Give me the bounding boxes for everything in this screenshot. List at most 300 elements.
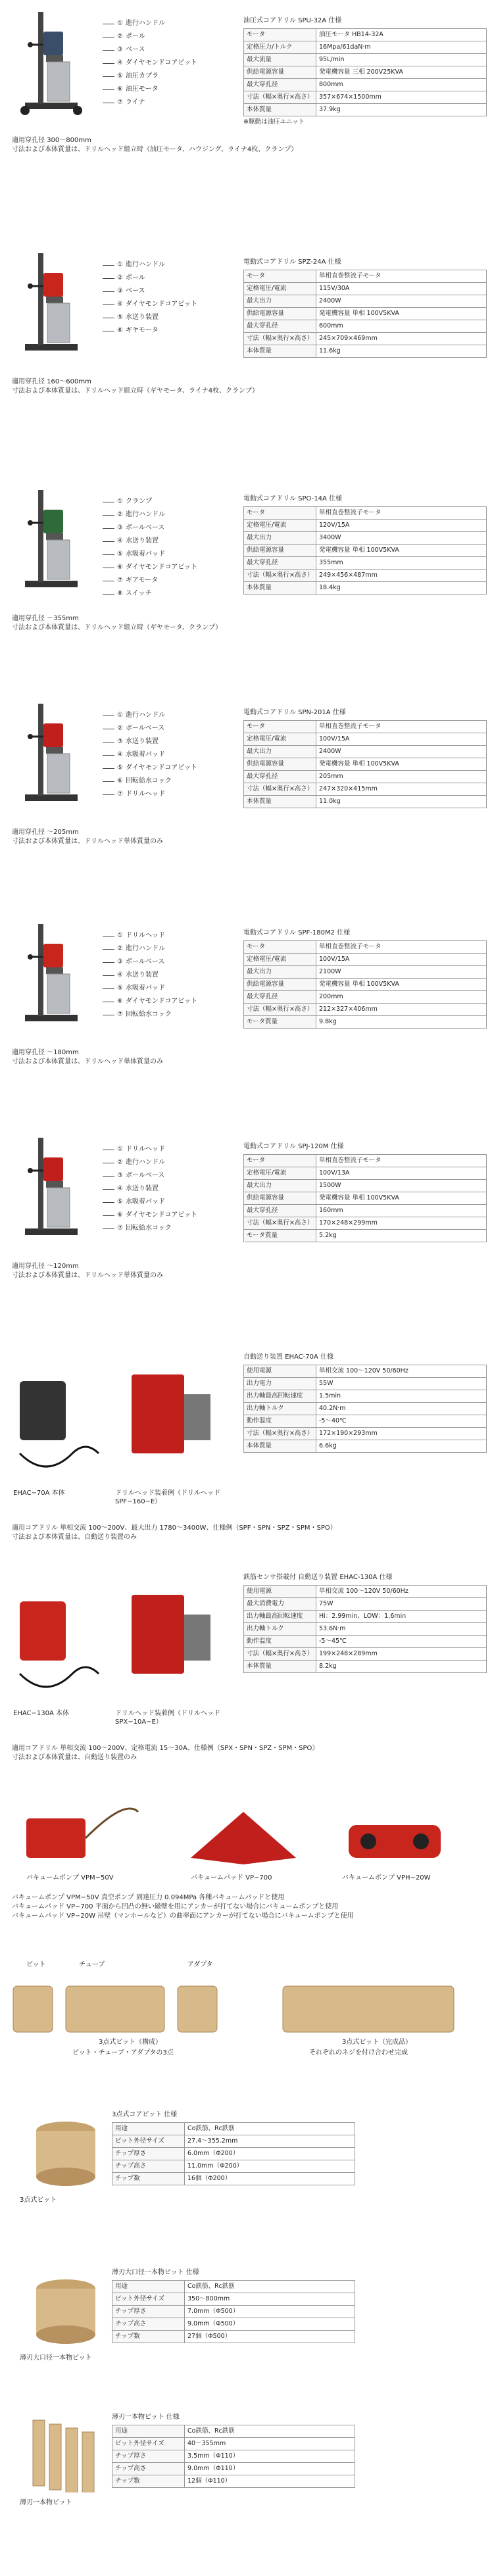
bit-name: 薄刃一本物ビット (20, 2499, 72, 2506)
spec-row (112, 2135, 355, 2148)
base-shape (25, 794, 78, 801)
spec-value: 53.6N·m (316, 1623, 487, 1636)
spec-row (244, 1390, 487, 1403)
callout-label: 回転給水コック (125, 1224, 172, 1232)
spec-value: 200mm (316, 991, 487, 1004)
spec-table (243, 270, 487, 358)
auto-feed-section (0, 1348, 492, 1559)
motor-shape (43, 32, 63, 55)
spec-row (244, 1661, 487, 1673)
spec-value: 160mm (316, 1205, 487, 1217)
callout-number: ⑦ (117, 790, 123, 798)
callout-number: ④ (117, 300, 123, 308)
callout-number: ⑥ (117, 85, 123, 93)
note-line: 寸法および本体質量は、自動送り装置のみ (12, 1534, 137, 1541)
spec-key: 最大出力 (244, 966, 316, 979)
spec-row (244, 1205, 487, 1217)
pole-shape (38, 704, 43, 796)
spec-row (244, 320, 487, 333)
product-image (5, 483, 104, 697)
spec-value: 1500W (316, 1180, 487, 1192)
spec-key: 最大流量 (244, 54, 316, 66)
spec-row (244, 1378, 487, 1390)
callout-label: 進行ハンドル (125, 944, 165, 952)
spec-row (244, 796, 487, 808)
spec-value: 245×709×469mm (316, 333, 487, 345)
spec-row (244, 104, 487, 116)
notes (12, 1524, 337, 1543)
callout-label: 進行ハンドル (125, 1158, 165, 1166)
spec-block (243, 258, 487, 358)
bit-spec-section (0, 2262, 492, 2407)
bit-label: 3点式ビット（構成） (99, 2039, 162, 2046)
spec-key: 用途 (112, 2281, 185, 2293)
callout-number: ④ (117, 1184, 123, 1192)
spec-key: 本体質量 (244, 1661, 316, 1673)
spec-value: 120V/15A (316, 520, 487, 532)
spec-value: 27.4〜355.2mm (185, 2135, 355, 2148)
notes (12, 615, 222, 633)
spec-row (112, 2331, 355, 2343)
callout-number: ① (117, 1145, 123, 1153)
spec-value: 発電機容量 単相 100V5KVA (316, 979, 487, 991)
notes (12, 1894, 354, 1922)
spec-block (243, 495, 487, 595)
spec-value: 1.5min (316, 1390, 487, 1403)
notes (12, 1263, 163, 1281)
spec-row (244, 1403, 487, 1415)
spec-title: 自動送り装置 EHAC-70A 仕様 (243, 1353, 334, 1361)
spec-key: チップ高さ (112, 2463, 185, 2475)
note-line: バキュームポンプ VPM−50V 真空ポンプ 到達圧力 0.094MPa 各種バキュームパッドと使用 (12, 1894, 285, 1901)
spec-value: 単相直巻整流子モータ (316, 941, 487, 954)
spec-value: 75W (316, 1598, 487, 1611)
spec-key: 最大穿孔径 (244, 557, 316, 570)
callout-label: スイッチ (125, 589, 152, 597)
note-line: 寸法および本体質量は、ドリルヘッド単体質量のみ (12, 838, 163, 845)
spec-value: 発電機容量 三相 200V25KVA (316, 66, 487, 79)
spec-value: 9.0mm（Φ500） (185, 2318, 355, 2331)
callout-number: ⑦ (117, 1010, 123, 1018)
spec-row (112, 2450, 355, 2463)
auto-feed-section (0, 1568, 492, 1779)
spec-key: 供給電源容量 (244, 308, 316, 320)
spec-row (244, 557, 487, 570)
drill-section (0, 5, 492, 247)
vacuum-image (178, 1799, 309, 1871)
spec-key: 最大出力 (244, 295, 316, 308)
spec-value: 170×248×299mm (316, 1217, 487, 1230)
spec-key: チップ厚さ (112, 2306, 185, 2318)
bit-assembly-section (0, 1947, 492, 2078)
callout-label: ベース (125, 45, 145, 53)
spec-row (244, 333, 487, 345)
spec-row (112, 2475, 355, 2488)
bit-image (26, 2269, 105, 2348)
callout-number: ⑦ (117, 98, 123, 106)
spec-key: 最大出力 (244, 1180, 316, 1192)
callout-label: ポール (125, 274, 145, 281)
spec-row (244, 79, 487, 91)
drill-section (0, 483, 492, 697)
callout-number: ④ (117, 750, 123, 758)
product-image (5, 697, 104, 917)
spec-row (244, 746, 487, 758)
spec-value: 95L/min (316, 54, 487, 66)
bit-label: アダプタ (187, 1961, 213, 1968)
mount-label: ドリルヘッド装着例（ドリルヘッド SPF−160−E） (115, 1490, 220, 1505)
spec-value: 3400W (316, 532, 487, 545)
vacuum-image (13, 1799, 145, 1871)
callout-label: 水送り装置 (125, 537, 159, 545)
pole-shape (38, 1138, 43, 1230)
spec-key: チップ数 (112, 2173, 185, 2185)
bit-shape (47, 1188, 70, 1227)
spec-key: 定格電圧/電流 (244, 733, 316, 746)
spec-row (244, 54, 487, 66)
auto-feed-image (7, 1575, 230, 1707)
spec-value: 単相直巻整流子モータ (316, 507, 487, 520)
spec-value: Co鉄筋、Rc鉄筋 (185, 2281, 355, 2293)
spec-title: 鉄筋センサ搭載付 自動送り装置 EHAC-130A 仕様 (243, 1574, 393, 1581)
vacuum-label: バキュームポンプ VPM−50V (26, 1874, 114, 1882)
callout-label: ダイヤモンドコアビット (125, 764, 197, 771)
spec-row (244, 570, 487, 582)
callout-label: 水吸着パッド (125, 1198, 165, 1205)
callout-number: ⑥ (117, 997, 123, 1005)
spec-key: 寸法（幅×奥行×高さ） (244, 1428, 316, 1440)
motor-shape (43, 273, 63, 297)
note-line: 適用穿孔径 〜180mm (12, 1049, 79, 1056)
spec-key: 定格圧力/トルク (244, 41, 316, 54)
spec-key: 使用電源 (244, 1586, 316, 1598)
spec-row (112, 2318, 355, 2331)
spec-value: 8.2kg (316, 1661, 487, 1673)
notes (12, 1745, 318, 1763)
callout-number: ⑥ (117, 563, 123, 571)
spec-value: Co鉄筋、Rc鉄筋 (185, 2123, 355, 2135)
spec-row (112, 2123, 355, 2135)
callout-number: ② (117, 944, 123, 952)
spec-key: 供給電源容量 (244, 1192, 316, 1205)
spec-row (244, 966, 487, 979)
spec-row (112, 2306, 355, 2318)
pole-shape (38, 490, 43, 582)
spec-key: ビット外径サイズ (112, 2135, 185, 2148)
spec-row (244, 941, 487, 954)
spec-title: 薄刃大口径一本物ビット 仕様 (112, 2269, 199, 2276)
spec-value: 172×190×293mm (316, 1428, 487, 1440)
callout-label: 進行ハンドル (125, 260, 165, 268)
spec-value: 単相直巻整流子モータ (316, 1155, 487, 1167)
spec-value: 18.4kg (316, 582, 487, 595)
spec-key: 寸法（幅×奥行×高さ） (244, 570, 316, 582)
callout-number: ⑤ (117, 313, 123, 321)
spec-block (243, 1574, 487, 1673)
spec-row (244, 507, 487, 520)
callout-number: ① (117, 497, 123, 505)
spec-title: 油圧式コアドリル SPU-32A 仕様 (243, 17, 342, 24)
note-line: 適用コアドリル 単相交流 100〜200V、最大出力 1780〜3400W、仕様例（SPF・SPN・SPZ・SPM・SPO） (12, 1524, 337, 1532)
notes (12, 829, 163, 847)
drill-section (0, 1131, 492, 1342)
base-shape (25, 1228, 78, 1235)
callout-number: ④ (117, 537, 123, 545)
spec-value: 247×320×415mm (316, 783, 487, 796)
spec-row (244, 1180, 487, 1192)
base-shape (25, 1015, 78, 1021)
drill-section (0, 917, 492, 1131)
spec-value: 11.6kg (316, 345, 487, 358)
note-line: 寸法および本体質量は、自動送り装置のみ (12, 1754, 137, 1761)
note-line: 寸法および本体質量は、ドリルヘッド組立時（ギヤモータ、クランプ） (12, 624, 222, 631)
spec-key: モータ (244, 941, 316, 954)
callout-number: ② (117, 724, 123, 732)
spec-key: 出力電力 (244, 1378, 316, 1390)
spec-key: 寸法（幅×奥行×高さ） (244, 333, 316, 345)
spec-row (244, 733, 487, 746)
callout-number: ⑥ (117, 1211, 123, 1219)
bit-label: それぞれのネジを付け合わせ完成 (309, 2049, 408, 2056)
core-drill-image (5, 697, 104, 809)
spec-key: 寸法（幅×奥行×高さ） (244, 91, 316, 104)
spec-row (244, 532, 487, 545)
spec-row (112, 2148, 355, 2160)
unit-label: EHAC−70A 本体 (13, 1490, 65, 1497)
spec-row (112, 2425, 355, 2438)
callout-number: ⑤ (117, 1198, 123, 1205)
spec-row (244, 1598, 487, 1611)
spec-row (244, 1217, 487, 1230)
spec-row (244, 1586, 487, 1598)
note-line: 適用穿孔径 〜120mm (12, 1263, 79, 1270)
spec-value: 100V/13A (316, 1167, 487, 1180)
spec-key: 最大穿孔径 (244, 79, 316, 91)
callout-label: ドリルヘッド (125, 1145, 165, 1153)
spec-title: 電動式コアドリル SPN-201A 仕様 (243, 709, 346, 716)
spec-value: 油圧モータ HB14-32A (316, 29, 487, 41)
spec-key: 供給電源容量 (244, 979, 316, 991)
spec-table (112, 2425, 355, 2488)
callout-number: ④ (117, 59, 123, 66)
callout-label: ギアモータ (125, 576, 159, 584)
spec-table (112, 2280, 355, 2343)
callout-label: 水吸着パッド (125, 984, 165, 992)
spec-title: 3点式コアビット 仕様 (112, 2111, 178, 2118)
core-drill-image (5, 483, 104, 595)
spec-value: 600mm (316, 320, 487, 333)
spec-key: チップ数 (112, 2475, 185, 2488)
spec-key: 出力軸トルク (244, 1403, 316, 1415)
spec-key: 最大穿孔径 (244, 320, 316, 333)
spec-table (243, 1154, 487, 1242)
callout-label: 進行ハンドル (125, 510, 165, 518)
callout-label: 回転給水コック (125, 1010, 172, 1018)
spec-key: 本体質量 (244, 796, 316, 808)
note-line: 寸法および本体質量は、ドリルヘッド組立時（油圧モータ、ハウジング、ライナ4枚、クランプ） (12, 146, 298, 153)
spec-value: 55W (316, 1378, 487, 1390)
spec-value: 16個（Φ200） (185, 2173, 355, 2185)
spec-value: 199×248×289mm (316, 1648, 487, 1661)
spec-row (244, 1636, 487, 1648)
product-image (5, 1131, 104, 1342)
callout-number: ③ (117, 1171, 123, 1179)
drill-section (0, 247, 492, 483)
spec-key: 出力軸最高回転速度 (244, 1390, 316, 1403)
bit-shape (47, 974, 70, 1013)
notes (12, 1049, 163, 1067)
spec-row (244, 1440, 487, 1453)
callout-label: 回転給水コック (125, 777, 172, 785)
spec-block (243, 1353, 487, 1453)
spec-table (243, 28, 487, 116)
spec-key: 用途 (112, 2123, 185, 2135)
bit-label: ビット (26, 1961, 46, 1968)
motor-shape (43, 1157, 63, 1181)
spec-block (243, 709, 487, 808)
callout-label: ダイヤモンドコアビット (125, 997, 197, 1005)
spec-value: 11.0mm（Φ200） (185, 2160, 355, 2173)
spec-key: モータ (244, 270, 316, 283)
callout-number: ⑤ (117, 72, 123, 80)
spec-row (244, 91, 487, 104)
spec-block (112, 2111, 355, 2185)
callout-label: ライナ (125, 98, 145, 106)
spec-value: 100V/15A (316, 954, 487, 966)
spec-key: 定格電圧/電流 (244, 520, 316, 532)
spec-value: 40.2N·m (316, 1403, 487, 1415)
spec-key: チップ高さ (112, 2318, 185, 2331)
callout-number: ⑤ (117, 764, 123, 771)
spec-value: 16Mpa/61daN·m (316, 41, 487, 54)
spec-row (244, 721, 487, 733)
spec-value: 100V/15A (316, 733, 487, 746)
bit-name: 3点式ビット (20, 2197, 57, 2204)
note-line: 寸法および本体質量は、ドリルヘッド単体質量のみ (12, 1272, 163, 1279)
spec-row (244, 545, 487, 557)
spec-key: 本体質量 (244, 345, 316, 358)
drill-section (0, 697, 492, 917)
spec-row (112, 2173, 355, 2185)
spec-key: 供給電源容量 (244, 758, 316, 771)
note-line: バキュームパッド VP−700 平面から凹凸の無い磁壁を用にアンカーが打てない場合にバキュームポンプと使用 (12, 1903, 339, 1910)
spec-key: 定格電圧/電流 (244, 1167, 316, 1180)
unit-label: EHAC−130A 本体 (13, 1710, 69, 1717)
spec-row (244, 1192, 487, 1205)
callout-label: ダイヤモンドコアビット (125, 563, 197, 571)
spec-key: チップ数 (112, 2331, 185, 2343)
spec-key: モータ (244, 1155, 316, 1167)
bit-shape (47, 540, 70, 579)
spec-table (243, 1365, 487, 1453)
callout-label: 進行ハンドル (125, 711, 165, 719)
callout-label: ポール (125, 32, 145, 40)
callout-label: クランプ (125, 497, 152, 505)
spec-block (112, 2269, 355, 2343)
callout-label: 水送り装置 (125, 313, 159, 321)
spec-key: モータ (244, 507, 316, 520)
callout-number: ③ (117, 45, 123, 53)
spec-table (243, 940, 487, 1029)
spec-table (112, 2122, 355, 2185)
callout-label: ギヤモータ (125, 326, 159, 334)
mount-label: ドリルヘッド装着例（ドリルヘッド SPX−10A−E） (115, 1710, 220, 1726)
spec-value: 2400W (316, 295, 487, 308)
spec-table (243, 506, 487, 595)
spec-key: モータ (244, 721, 316, 733)
spec-value: 9.8kg (316, 1016, 487, 1029)
spec-value: 単相交流 100〜120V 50/60Hz (316, 1586, 487, 1598)
spec-key: 定格電圧/電流 (244, 954, 316, 966)
spec-row (244, 66, 487, 79)
callout-number: ③ (117, 958, 123, 965)
spec-value: Hi：2.99min、LOW：1.6min (316, 1611, 487, 1623)
vacuum-label: バキュームポンプ VPH−20W (342, 1874, 431, 1882)
spec-block (112, 2414, 355, 2488)
spec-key: 最大出力 (244, 532, 316, 545)
callout-number: ⑦ (117, 576, 123, 584)
note-line: バキュームパッド VP−20W 吊壁（マンホールなど）の曲率面にアンカーが打てない場合にバキュームポンプと使用 (12, 1912, 354, 1920)
spec-row (244, 1155, 487, 1167)
spec-row (244, 29, 487, 41)
spec-key: 寸法（幅×奥行×高さ） (244, 1004, 316, 1016)
spec-value: 2100W (316, 966, 487, 979)
spec-key: モータ質量 (244, 1230, 316, 1242)
callout-number: ③ (117, 287, 123, 295)
callout-number: ① (117, 711, 123, 719)
callout-number: ⑥ (117, 777, 123, 785)
callout-label: 進行ハンドル (125, 19, 165, 27)
spec-key: 本体質量 (244, 582, 316, 595)
spec-key: 最大穿孔径 (244, 771, 316, 783)
callout-number: ③ (117, 523, 123, 531)
spec-row (244, 991, 487, 1004)
note-line: 寸法および本体質量は、ドリルヘッド単体質量のみ (12, 1058, 163, 1065)
spec-value: 3.5mm（Φ110） (185, 2450, 355, 2463)
spec-value: 発電機容量 単相 100V5KVA (316, 758, 487, 771)
pole-shape (38, 12, 43, 104)
callout-number: ⑦ (117, 1224, 123, 1232)
spec-value: 115V/30A (316, 283, 487, 295)
vacuum-section (0, 1795, 492, 1940)
spec-value: 12個（Φ110） (185, 2475, 355, 2488)
spec-key: 最大出力 (244, 746, 316, 758)
spec-value: 5.2kg (316, 1230, 487, 1242)
spec-key: 本体質量 (244, 104, 316, 116)
bit-image (26, 2414, 105, 2492)
motor-shape (43, 944, 63, 967)
spec-title: 電動式コアドリル SPF-180M2 仕様 (243, 929, 351, 936)
spec-value: 単相交流 100〜120V 50/60Hz (316, 1365, 487, 1378)
callout-label: ボールベース (125, 1171, 165, 1179)
spec-row (244, 1004, 487, 1016)
spec-key: ビット外径サイズ (112, 2438, 185, 2450)
spec-key: チップ高さ (112, 2160, 185, 2173)
core-drill-image (5, 5, 104, 117)
callout-label: 油圧モータ (125, 85, 159, 93)
spec-key: 供給電源容量 (244, 545, 316, 557)
spec-key: 供給電源容量 (244, 66, 316, 79)
vacuum-image (329, 1799, 460, 1871)
callout-label: 油圧カプラ (125, 72, 159, 80)
spec-key: チップ厚さ (112, 2148, 185, 2160)
spec-key: 動作温度 (244, 1636, 316, 1648)
spec-row (244, 283, 487, 295)
auto-feed-image (7, 1355, 230, 1486)
spec-value: -5〜40℃ (316, 1415, 487, 1428)
callout-label: ボールベース (125, 958, 165, 965)
callout-label: ドリルヘッド (125, 931, 165, 939)
